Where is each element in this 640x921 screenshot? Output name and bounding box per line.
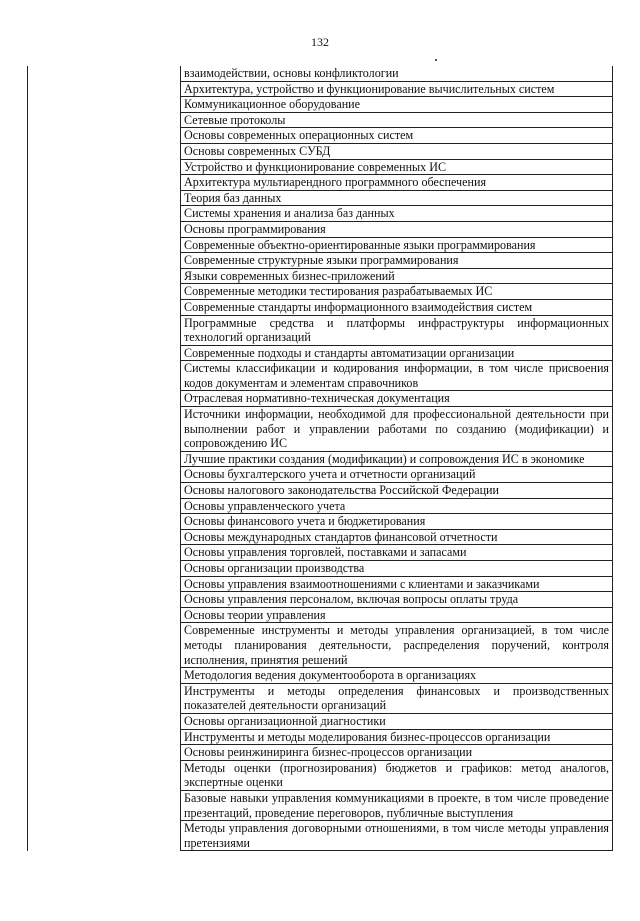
knowledge-item: Основы реинжиниринга бизнес-процессов организации [181, 745, 613, 761]
knowledge-item: Методы оценки (прогнозирования) бюджетов и графиков: метод аналогов, экспертные оценки [181, 760, 613, 790]
knowledge-item: Инструменты и методы моделирования бизнес-процессов организации [181, 729, 613, 745]
knowledge-item: Основы международных стандартов финансовой отчетности [181, 529, 613, 545]
knowledge-item: взаимодействии, основы конфликтологии [181, 66, 613, 81]
knowledge-item: Современные подходы и стандарты автоматизации организации [181, 345, 613, 361]
knowledge-item: Архитектура, устройство и функционирование вычислительных систем [181, 81, 613, 97]
knowledge-item: Коммуникационное оборудование [181, 97, 613, 113]
knowledge-item: Основы организации производства [181, 561, 613, 577]
knowledge-item: Отраслевая нормативно-техническая документация [181, 391, 613, 407]
knowledge-item: Основы современных СУБД [181, 143, 613, 159]
knowledge-table-container [27, 66, 613, 851]
scan-artifact [435, 59, 437, 61]
table-row [28, 66, 613, 81]
knowledge-item: Основы современных операционных систем [181, 128, 613, 144]
knowledge-item: Системы классификации и кодирования информации, в том числе присвоения кодов документам и элементам справочников [181, 361, 613, 391]
knowledge-item: Основы управленческого учета [181, 498, 613, 514]
knowledge-item: Современные инструменты и методы управления организацией, в том числе методы планирования деятельности, распределения поручений, контроля исполнения, принятия решений [181, 623, 613, 668]
knowledge-item: Основы организационной диагностики [181, 713, 613, 729]
knowledge-item: Системы хранения и анализа баз данных [181, 206, 613, 222]
knowledge-item: Основы программирования [181, 221, 613, 237]
knowledge-item: Лучшие практики создания (модификации) и сопровождения ИС в экономике [181, 451, 613, 467]
knowledge-item: Методы управления договорными отношениями, в том числе методы управления претензиями [181, 821, 613, 851]
knowledge-item: Современные объектно-ориентированные языки программирования [181, 237, 613, 253]
knowledge-item: Основы бухгалтерского учета и отчетности организаций [181, 467, 613, 483]
knowledge-item: Программные средства и платформы инфраструктуры информационных технологий организаций [181, 315, 613, 345]
knowledge-item: Сетевые протоколы [181, 112, 613, 128]
knowledge-item: Источники информации, необходимой для профессиональной деятельности при выполнении работ и управлении работами по созданию (модификации) и сопровождению ИС [181, 407, 613, 452]
knowledge-item: Теория баз данных [181, 190, 613, 206]
knowledge-item: Современные структурные языки программирования [181, 253, 613, 269]
page-number: 132 [311, 35, 329, 49]
knowledge-item: Основы финансового учета и бюджетирования [181, 514, 613, 530]
knowledge-item: Устройство и функционирование современных ИС [181, 159, 613, 175]
knowledge-item: Инструменты и методы определения финансовых и производственных показателей деятельности организаций [181, 683, 613, 713]
knowledge-item: Основы управления торговлей, поставками и запасами [181, 545, 613, 561]
knowledge-item: Методология ведения документооборота в организациях [181, 668, 613, 684]
knowledge-item: Основы теории управления [181, 607, 613, 623]
knowledge-item: Архитектура мультиарендного программного обеспечения [181, 175, 613, 191]
label-column-cell [28, 66, 181, 851]
knowledge-table [27, 66, 613, 851]
knowledge-item: Современные методики тестирования разрабатываемых ИС [181, 284, 613, 300]
knowledge-item: Основы управления взаимоотношениями с клиентами и заказчиками [181, 576, 613, 592]
knowledge-item: Основы управления персоналом, включая вопросы оплаты труда [181, 592, 613, 608]
knowledge-table-body [28, 66, 613, 851]
knowledge-item: Базовые навыки управления коммуникациями в проекте, в том числе проведение презентаций, проведение переговоров, публичные выступления [181, 790, 613, 820]
knowledge-item: Основы налогового законодательства Российской Федерации [181, 483, 613, 499]
knowledge-item: Современные стандарты информационного взаимодействия систем [181, 299, 613, 315]
knowledge-item: Языки современных бизнес-приложений [181, 268, 613, 284]
